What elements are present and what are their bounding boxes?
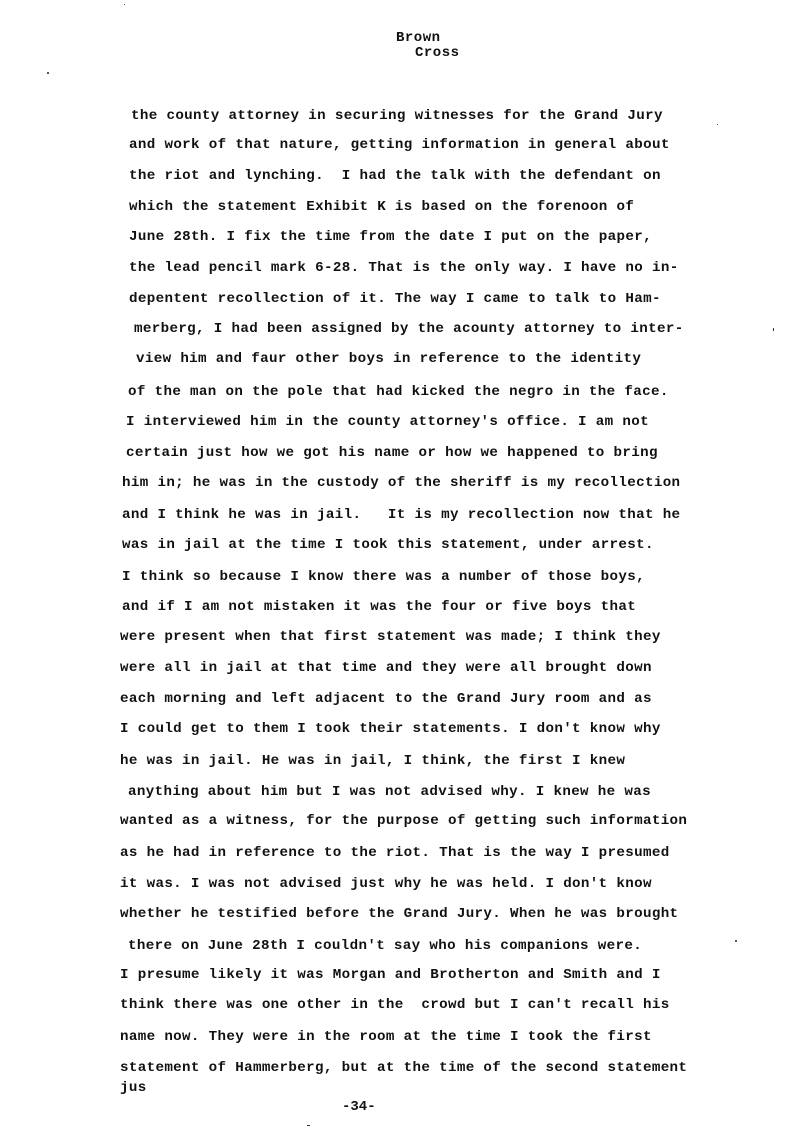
text-line: I interviewed him in the county attorney's office. I am not bbox=[126, 414, 649, 430]
scan-speck bbox=[773, 328, 774, 331]
text-line: and I think he was in jail. It is my recollection now that he bbox=[122, 507, 681, 523]
text-line: were present when that first statement was made; I think they bbox=[120, 629, 661, 645]
text-line: name now. They were in the room at the time I took the first bbox=[120, 1029, 652, 1045]
text-line: think there was one other in the crowd but I can't recall his bbox=[120, 997, 670, 1013]
text-line: him in; he was in the custody of the sheriff is my recollection bbox=[122, 475, 681, 491]
text-line: each morning and left adjacent to the Grand Jury room and as bbox=[120, 691, 652, 707]
text-line: were all in jail at that time and they were all brought down bbox=[120, 660, 652, 676]
scan-speck bbox=[124, 4, 125, 5]
text-line: as he had in reference to the riot. That is the way I presumed bbox=[120, 845, 670, 861]
text-line: wanted as a witness, for the purpose of getting such information bbox=[120, 813, 688, 829]
scan-speck bbox=[307, 1125, 310, 1126]
text-line: June 28th. I fix the time from the date I put on the paper, bbox=[129, 229, 652, 245]
page-number: -34- bbox=[342, 1099, 376, 1115]
examination-type-header: Cross bbox=[415, 45, 460, 61]
text-line: there on June 28th I couldn't say who his companions were. bbox=[128, 938, 643, 954]
text-line: and if I am not mistaken it was the four or five boys that bbox=[122, 599, 637, 615]
text-line: it was. I was not advised just why he was held. I don't know bbox=[120, 876, 652, 892]
text-line: the riot and lynching. I had the talk with the defendant on bbox=[129, 168, 661, 184]
scan-speck bbox=[47, 72, 49, 74]
text-line: and work of that nature, getting information in general about bbox=[129, 137, 670, 153]
text-line: the lead pencil mark 6-28. That is the only way. I have no in- bbox=[129, 260, 679, 276]
text-line: which the statement Exhibit K is based on the forenoon of bbox=[129, 199, 635, 215]
text-line: I think so because I know there was a number of those boys, bbox=[122, 569, 645, 585]
text-line: was in jail at the time I took this statement, under arrest. bbox=[122, 537, 654, 553]
witness-name-header: Brown bbox=[396, 30, 441, 46]
text-line: certain just how we got his name or how we happened to bring bbox=[126, 445, 658, 461]
text-line: jus bbox=[120, 1080, 147, 1096]
text-line: of the man on the pole that had kicked the negro in the face. bbox=[128, 384, 669, 400]
text-line: depentent recollection of it. The way I came to talk to Ham- bbox=[129, 291, 661, 307]
text-line: the county attorney in securing witnesses for the Grand Jury bbox=[131, 108, 663, 124]
scan-speck bbox=[717, 124, 718, 125]
scan-speck bbox=[735, 940, 737, 942]
text-line: he was in jail. He was in jail, I think, the first I knew bbox=[120, 753, 626, 769]
text-line: anything about him but I was not advised why. I knew he was bbox=[128, 784, 651, 800]
text-line: merberg, I had been assigned by the acounty attorney to inter- bbox=[134, 321, 684, 337]
text-line: statement of Hammerberg, but at the time of the second statement bbox=[120, 1060, 688, 1076]
text-line: I could get to them I took their statements. I don't know why bbox=[120, 721, 661, 737]
text-line: whether he testified before the Grand Jury. When he was brought bbox=[120, 906, 679, 922]
text-line: view him and faur other boys in reference to the identity bbox=[136, 351, 642, 367]
text-line: I presume likely it was Morgan and Brotherton and Smith and I bbox=[120, 967, 661, 983]
